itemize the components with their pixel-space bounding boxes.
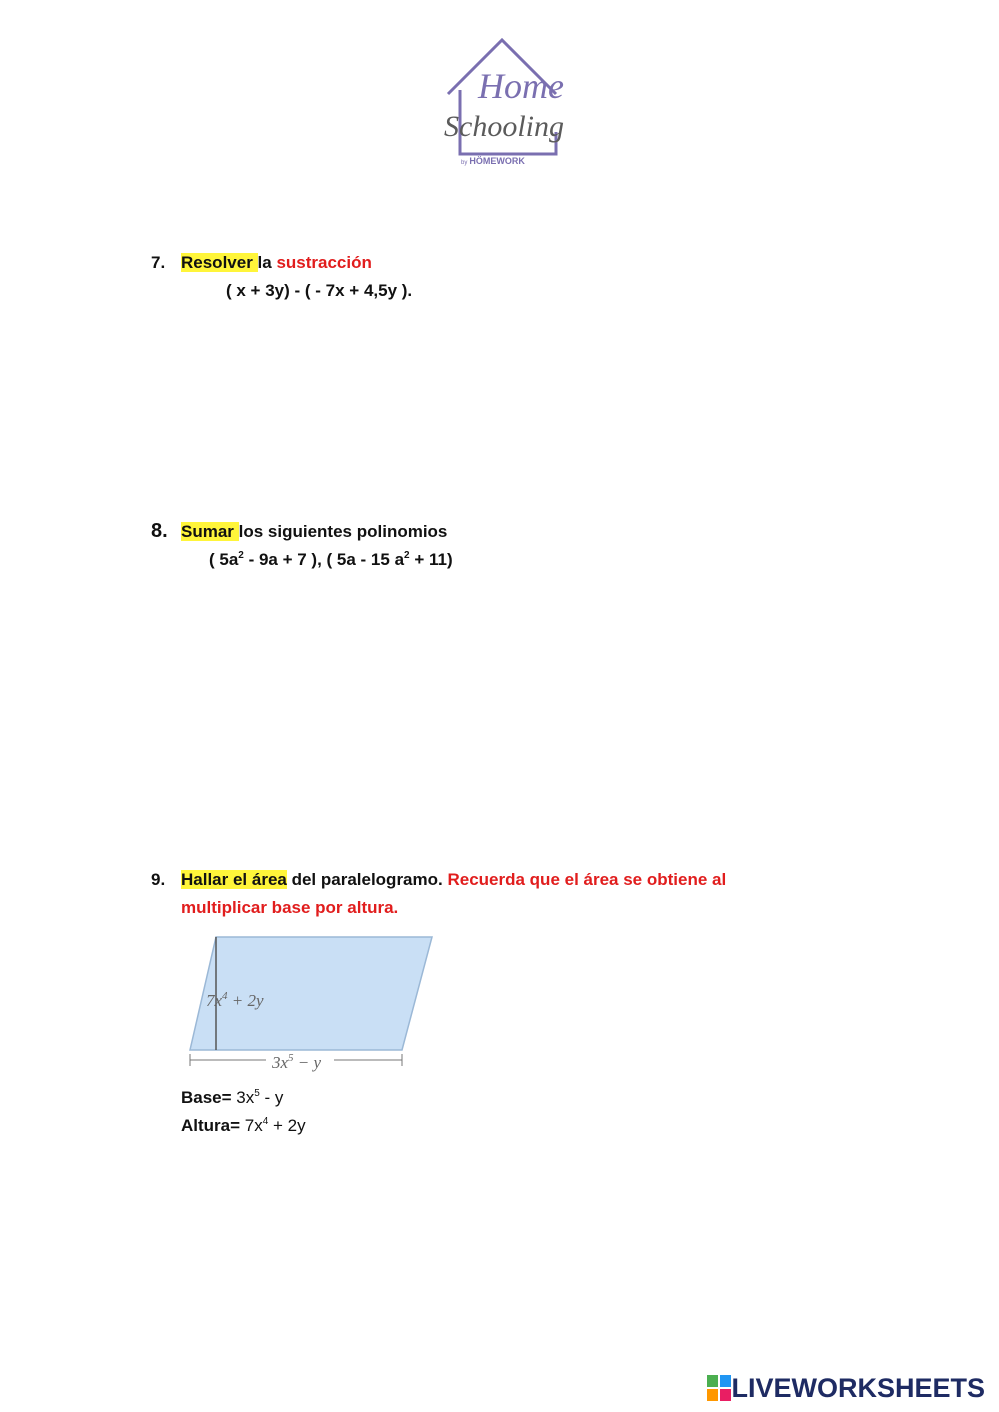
question-7-prompt [181, 253, 372, 273]
height-info-value: 7x [240, 1116, 263, 1135]
liveworksheets-footer [707, 1372, 985, 1404]
logo-brand-text: HÖMEWORK [469, 156, 525, 166]
question-9-number: 9. [151, 870, 166, 889]
liveworksheets-logo-icon [707, 1375, 731, 1401]
q8-expr-exp1: 2 [238, 550, 244, 561]
q8-expr-exp2: 2 [404, 550, 410, 561]
liveworksheets-brand-text: LIVEWORKSHEETS [731, 1372, 985, 1403]
question-7-expression: ( x + 3y) - ( - 7x + 4,5y ). [226, 281, 413, 300]
question-8-prompt [181, 522, 447, 542]
logo-byline [461, 156, 551, 170]
parallelogram-figure [186, 934, 436, 1076]
q8-rest-text: los siguientes polinomios [238, 522, 448, 541]
q8-highlight-word: Sumar [181, 522, 239, 541]
figure-height-label: $7x^4 + 2y$ [206, 990, 264, 1010]
base-info [181, 1088, 283, 1108]
q9-red-line1: Recuerda que el área se obtiene al [447, 870, 727, 889]
homeschooling-logo [440, 36, 580, 176]
height-info-rest: + 2y [268, 1116, 306, 1135]
q9-mid-text: del paralelogramo. [286, 870, 448, 889]
question-8-number: 8. [151, 520, 168, 542]
q8-expr-part3: + 11) [409, 550, 453, 569]
q7-red-word: sustracción [276, 253, 372, 272]
question-9-prompt-line2: multiplicar base por altura. [181, 898, 399, 917]
q9-highlight-word: Hallar el área [181, 870, 287, 889]
height-info-label: Altura= [181, 1116, 241, 1135]
q7-mid-word: la [257, 253, 277, 272]
base-info-value: 3x [231, 1088, 255, 1107]
q7-highlight-word: Resolver [181, 253, 258, 272]
base-info-exp: 5 [254, 1088, 260, 1099]
height-info [181, 1116, 306, 1136]
logo-schooling-text: Schooling [444, 110, 564, 143]
figure-base-label: $3x^5 - y$ [272, 1052, 322, 1072]
question-7-number: 7. [151, 253, 166, 272]
q8-expr-part1: ( 5a [209, 550, 239, 569]
base-info-rest: - y [259, 1088, 284, 1107]
logo-by-text: by [461, 160, 468, 166]
q8-expr-part2: - 9a + 7 ), ( 5a - 15 a [243, 550, 405, 569]
question-8-expression [209, 550, 453, 570]
base-info-label: Base= [181, 1088, 232, 1107]
question-9-prompt-line1 [181, 870, 726, 890]
height-info-exp: 4 [262, 1116, 269, 1127]
logo-home-text: Home [478, 66, 564, 106]
